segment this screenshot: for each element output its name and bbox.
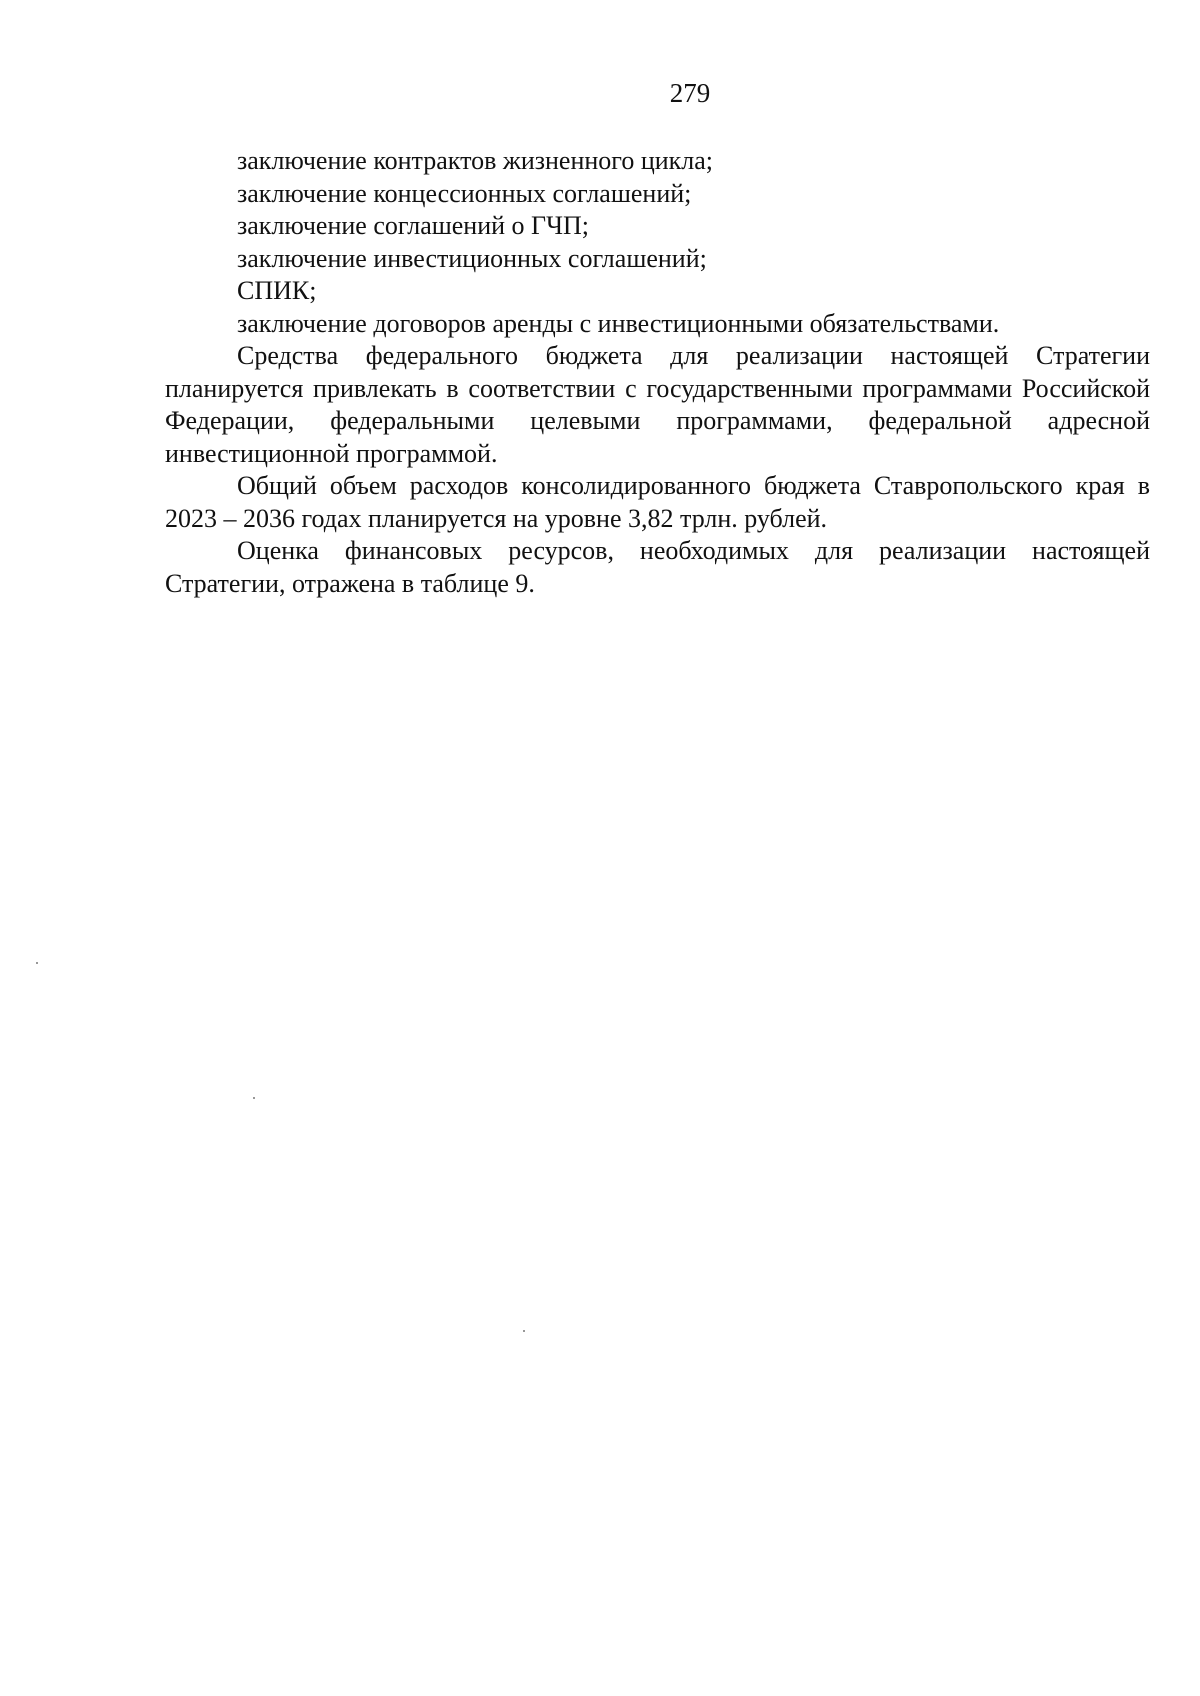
list-item: заключение соглашений о ГЧП;: [237, 211, 589, 240]
scan-speck: [36, 962, 38, 964]
list-item: заключение инвестиционных соглашений;: [237, 243, 707, 273]
paragraph: Общий объем расходов консолидированного бюджета Ставропольского края в 2023 – 2036 годах планируется на уровне 3,82 трлн. рублей.: [165, 471, 1150, 533]
list-item: СПИК;: [237, 276, 317, 305]
list-item: заключение концессионных соглашений;: [237, 178, 692, 208]
list-item: заключение контрактов жизненного цикла;: [237, 146, 714, 175]
scan-speck: [253, 1097, 255, 1099]
paragraph: Средства федерального бюджета для реализации настоящей Стратегии планируется привлекать в соответствии с государственными программами Российской Федерации, федеральными целевыми программами, федеральной адресной инвестиционной программой.: [165, 341, 1150, 468]
document-body: [165, 145, 1150, 600]
paragraph: Оценка финансовых ресурсов, необходимых для реализации настоящей Стратегии, отражена в таблице 9.: [165, 536, 1150, 598]
scan-speck: [523, 1330, 525, 1332]
page-number: 279: [669, 78, 711, 108]
list-item: заключение договоров аренды с инвестиционными обязательствами.: [237, 308, 1000, 338]
